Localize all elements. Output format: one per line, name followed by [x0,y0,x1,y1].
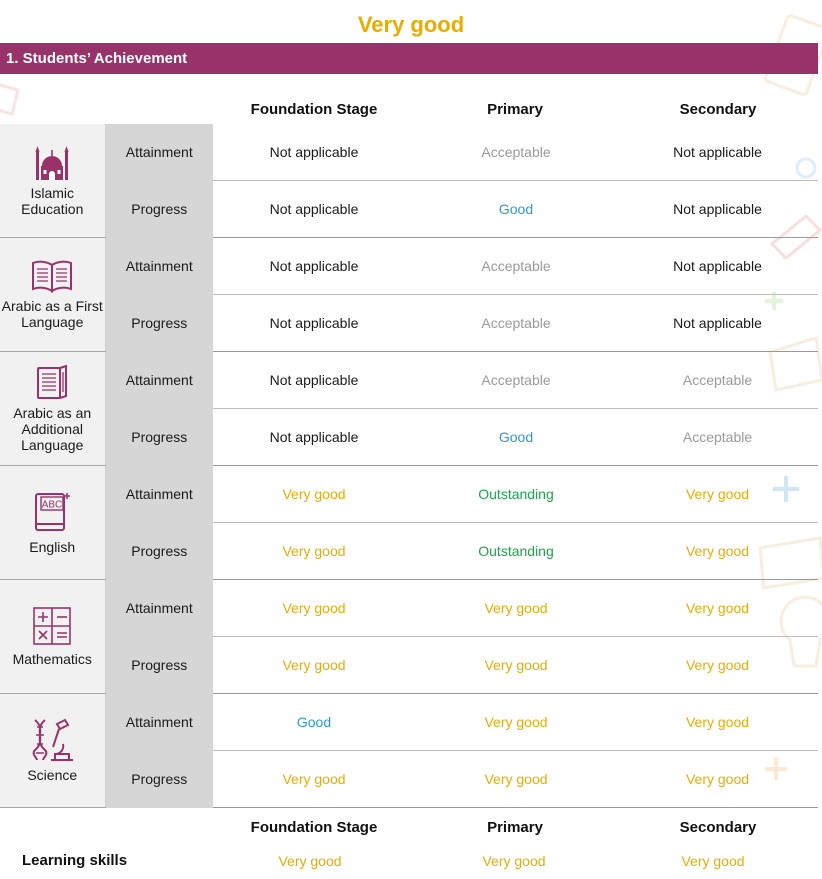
overall-rating: Very good [357,12,465,37]
arabic-as-a-first-language-progress-primary: Acceptable [415,295,617,352]
open-book-icon [0,259,105,296]
english-progress-label: Progress [105,523,213,580]
arabic-as-an-additional-language-attainment-foundation: Not applicable [213,352,415,409]
header-secondary: Secondary [679,101,757,118]
science-progress-label: Progress [105,751,213,808]
islamic-education-attainment-primary: Acceptable [415,124,617,181]
science-attainment-row [0,694,818,751]
english-progress-primary: Outstanding [415,523,617,580]
science-attainment-secondary: Very good [617,694,818,751]
science-progress-primary: Very good [415,751,617,808]
mathematics-subject-cell [0,580,105,694]
arabic-as-a-first-language-attainment-label: Attainment [105,238,213,295]
arabic-as-an-additional-language-attainment-label: Attainment [105,352,213,409]
arabic-as-an-additional-language-progress-secondary: Acceptable [617,409,818,466]
english-attainment-foundation: Very good [213,466,415,523]
learning-skills-primary: Very good [482,853,546,869]
arabic-as-a-first-language-subject-cell [0,238,105,352]
mathematics-progress-label: Progress [105,637,213,694]
learning-skills-foundation: Very good [278,853,342,869]
mathematics-attainment-row [0,580,818,637]
arabic-as-a-first-language-progress-foundation: Not applicable [213,295,415,352]
arabic-as-a-first-language-attainment-secondary: Not applicable [617,238,818,295]
islamic-education-attainment-label: Attainment [105,124,213,181]
arabic-as-a-first-language-progress-secondary: Not applicable [617,295,818,352]
english-attainment-primary: Outstanding [415,466,617,523]
achievement-table [0,124,818,808]
english-progress-row [0,523,818,580]
header-secondary-2: Secondary [679,819,757,836]
arabic-as-an-additional-language-progress-foundation: Not applicable [213,409,415,466]
science-subject-name: Science [27,767,78,783]
islamic-education-progress-foundation: Not applicable [213,181,415,238]
learning-skills-secondary: Very good [681,853,745,869]
arabic-as-an-additional-language-progress-primary: Good [415,409,617,466]
arabic-as-an-additional-language-subject-name: Arabic as an Additional Language [13,405,92,453]
islamic-education-progress-primary: Good [415,181,617,238]
header-foundation-stage: Foundation Stage [250,101,378,118]
english-attainment-secondary: Very good [617,466,818,523]
header-foundation-stage-2: Foundation Stage [250,819,378,836]
arabic-as-an-additional-language-attainment-secondary: Acceptable [617,352,818,409]
science-progress-foundation: Very good [213,751,415,808]
math-operators-icon [0,606,105,649]
mathematics-attainment-primary: Very good [415,580,617,637]
islamic-education-progress-label: Progress [105,181,213,238]
header-primary: Primary [487,101,543,118]
english-progress-foundation: Very good [213,523,415,580]
english-progress-secondary: Very good [617,523,818,580]
science-attainment-primary: Very good [415,694,617,751]
science-attainment-foundation: Good [213,694,415,751]
arabic-as-an-additional-language-progress-row [0,409,818,466]
header-primary-2: Primary [487,819,543,836]
svg-text:ABC: ABC [41,499,63,511]
arabic-as-an-additional-language-attainment-primary: Acceptable [415,352,617,409]
science-subject-cell [0,694,105,808]
science-icon [0,718,105,765]
learning-skills-label: Learning skills [22,852,128,869]
mathematics-progress-primary: Very good [415,637,617,694]
islamic-education-progress-row [0,181,818,238]
arabic-as-an-additional-language-attainment-row [0,352,818,409]
abc-book-icon [0,490,105,537]
mathematics-progress-foundation: Very good [213,637,415,694]
islamic-education-subject-name: Islamic Education [21,185,84,217]
mathematics-progress-secondary: Very good [617,637,818,694]
arabic-as-an-additional-language-progress-label: Progress [105,409,213,466]
book-icon [0,364,105,403]
islamic-education-progress-secondary: Not applicable [617,181,818,238]
islamic-education-attainment-foundation: Not applicable [213,124,415,181]
islamic-education-subject-cell [0,124,105,238]
mathematics-subject-name: Mathematics [12,651,92,667]
mathematics-attainment-secondary: Very good [617,580,818,637]
arabic-as-a-first-language-attainment-primary: Acceptable [415,238,617,295]
mathematics-attainment-label: Attainment [105,580,213,637]
arabic-as-a-first-language-progress-label: Progress [105,295,213,352]
islamic-education-attainment-secondary: Not applicable [617,124,818,181]
science-attainment-label: Attainment [105,694,213,751]
science-progress-secondary: Very good [617,751,818,808]
english-attainment-row [0,466,818,523]
mathematics-attainment-foundation: Very good [213,580,415,637]
mosque-icon [0,144,105,183]
english-subject-name: English [29,539,76,555]
arabic-as-a-first-language-attainment-row [0,238,818,295]
arabic-as-a-first-language-subject-name: Arabic as a First Language [1,298,103,330]
english-attainment-label: Attainment [105,466,213,523]
english-subject-cell [0,466,105,580]
section-title-bar: 1. Students’ Achievement [0,43,818,74]
arabic-as-a-first-language-attainment-foundation: Not applicable [213,238,415,295]
arabic-as-a-first-language-progress-row [0,295,818,352]
islamic-education-attainment-row [0,124,818,181]
mathematics-progress-row [0,637,818,694]
arabic-as-an-additional-language-subject-cell [0,352,105,466]
science-progress-row [0,751,818,808]
